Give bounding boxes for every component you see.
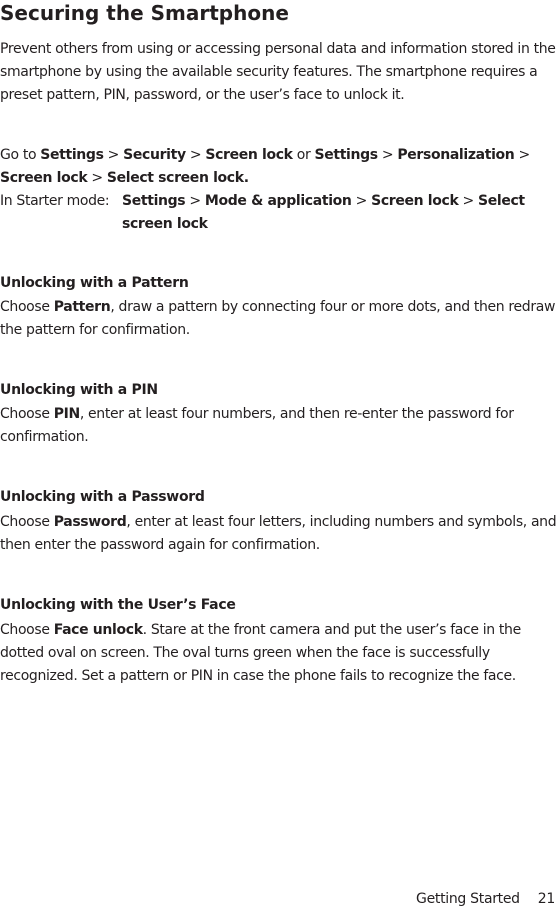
menu-personalization: Personalization [397,147,515,163]
goto-instruction: Go to Settings > Security > Screen lock or Settings > Personalization > Screen lock > Select screen lock. [0,147,530,186]
section-heading-face: Unlocking with the User’s Face [0,597,236,613]
starter-select-screen-lock: Select screen lock [122,193,525,232]
starter-settings: Settings [122,193,186,209]
section-heading-pin: Unlocking with a PIN [0,382,158,398]
menu-security: Security [123,147,186,163]
menu-select-screen-lock: Select screen lock. [106,170,249,186]
menu-screen-lock: Screen lock [205,147,293,163]
section-body-password: Choose Password, enter at least four letters, including numbers and symbols, and then enter the password again for confirmation. [0,514,557,553]
option-face-unlock: Face unlock [53,622,143,638]
section-body-pin: Choose PIN, enter at least four numbers, and then re-enter the password for confirmation. [0,406,514,445]
menu-settings: Settings [40,147,104,163]
page-title: Securing the Smartphone [0,1,289,25]
option-pattern: Pattern [53,299,111,315]
option-password: Password [53,514,127,530]
menu-screen-lock-alt: Screen lock [0,170,88,186]
intro-paragraph: Prevent others from using or accessing personal data and information stored in the smartphone by using the available security features. The smartphone requires a preset pattern, PIN, password, or the user’s face to unlock it. [0,41,556,103]
footer-section-name: Getting Started [416,891,520,907]
starter-mode-path: Settings > Mode & application > Screen lock > Select screen lock [122,193,525,232]
goto-prefix: Go to [0,147,41,163]
page-footer [416,890,555,908]
section-body-pattern: Choose Pattern, draw a pattern by connecting four or more dots, and then redraw the pattern for confirmation. [0,299,556,338]
section-heading-password: Unlocking with a Password [0,489,205,505]
starter-mode-application: Mode & application [204,193,352,209]
starter-mode-label: In Starter mode: [0,193,110,209]
option-pin: PIN [53,406,80,422]
starter-screen-lock: Screen lock [371,193,459,209]
page-number: 21 [537,891,555,907]
section-heading-pattern: Unlocking with a Pattern [0,275,189,291]
section-body-face: Choose Face unlock. Stare at the front camera and put the user’s face in the dotted oval on screen. The oval turns green when the face is successfully recognized. Set a pattern or PIN in case the phone fails to recognize the face. [0,622,521,684]
menu-settings-alt: Settings [314,147,378,163]
